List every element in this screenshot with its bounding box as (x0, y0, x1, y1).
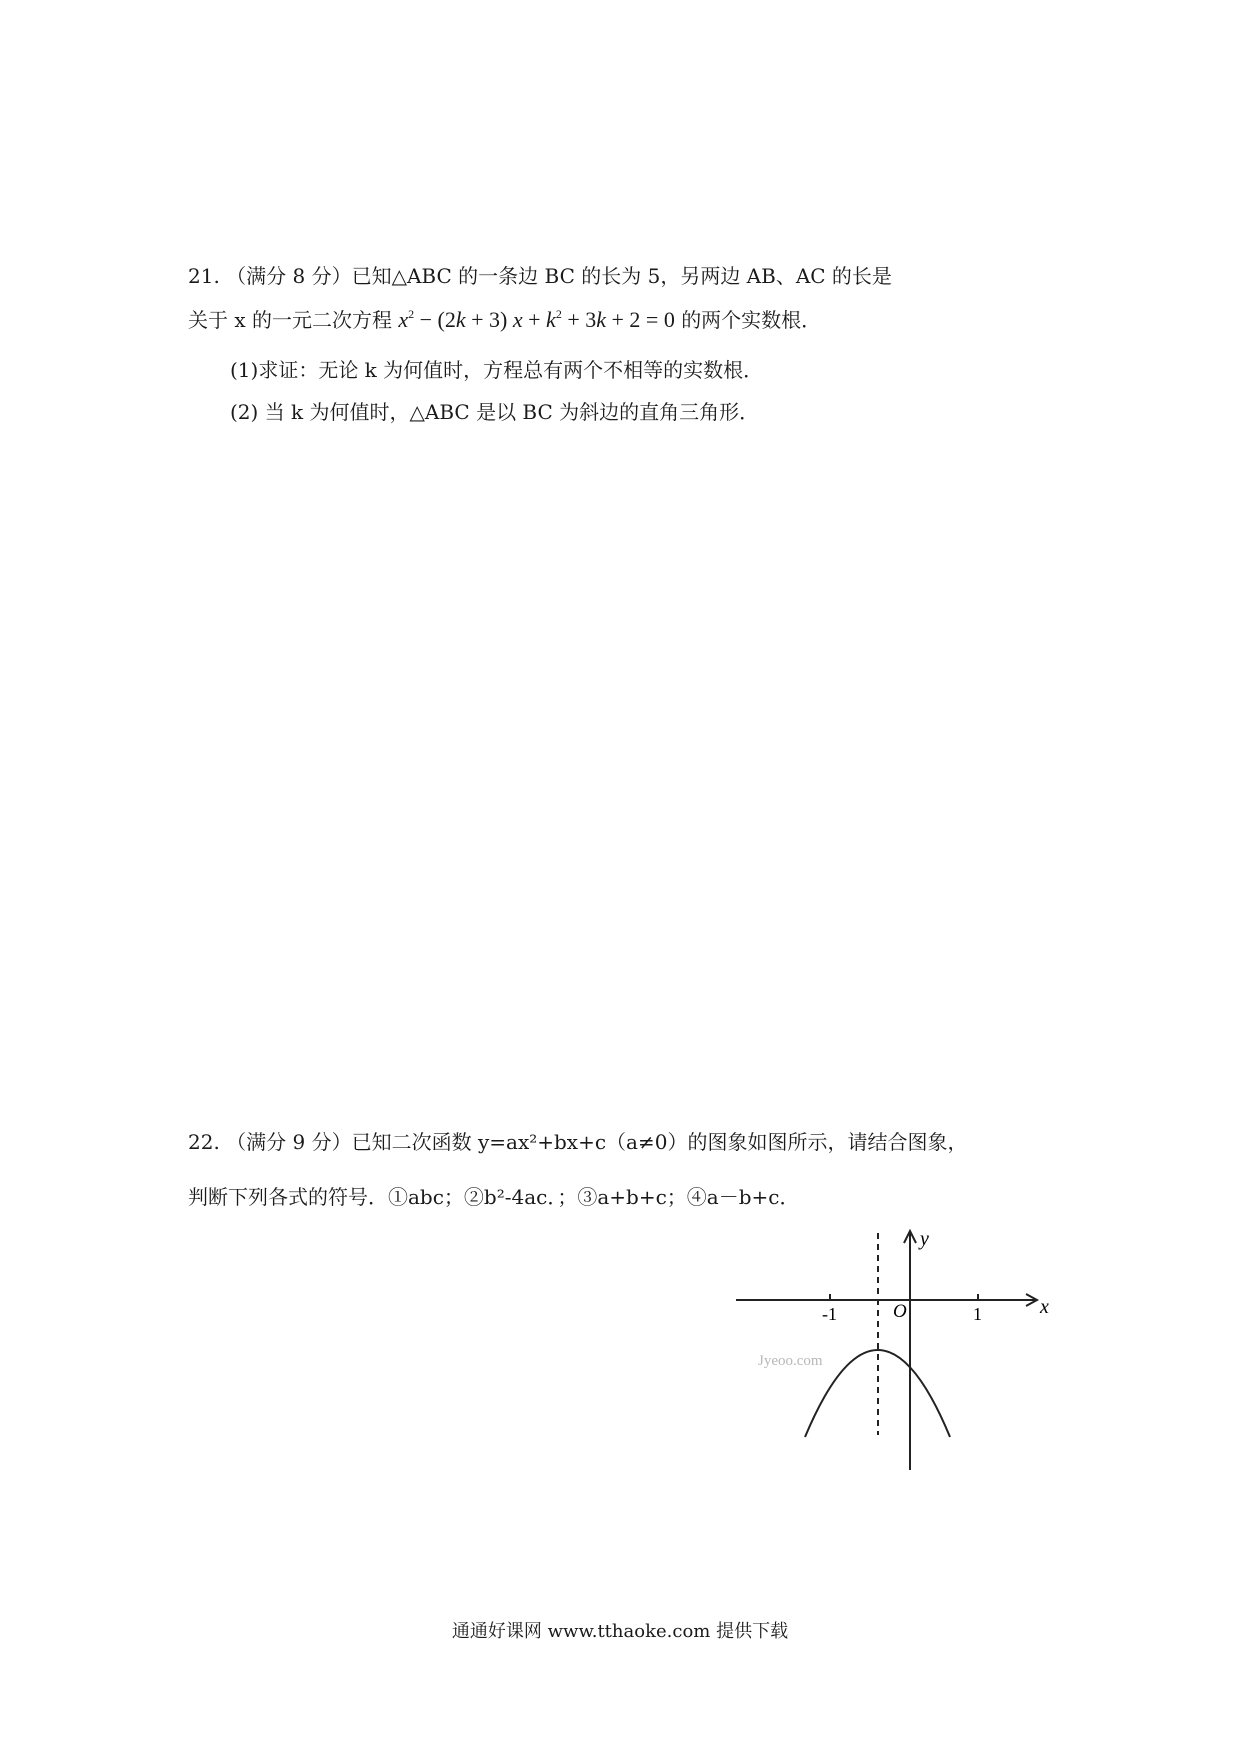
footer: 通通好课网 www.tthaoke.com 提供下载 (451, 1621, 789, 1642)
parabola-graph (730, 1225, 1060, 1475)
q21-line2 (188, 306, 821, 334)
q21-line1: 21. （满分 8 分）已知△ABC 的一条边 BC 的长为 5，另两边 AB、AC 的长是 (188, 264, 892, 288)
q21-line2-suffix: 的两个实数根． (681, 308, 822, 332)
watermark: Jyeoo.com (758, 1353, 823, 1369)
tick-label-1: 1 (973, 1304, 982, 1324)
q21-subquestion-2: (2) 当 k 为何值时，△ABC 是以 BC 为斜边的直角三角形． (230, 400, 760, 424)
q21-subquestion-1: (1)求证：无论 k 为何值时，方程总有两个不相等的实数根． (230, 358, 764, 382)
x-axis-label: x (1040, 1296, 1049, 1318)
y-axis-label: y (920, 1228, 929, 1250)
q22-line2: 判断下列各式的符号．①abc；②b²-4ac．；③a+b+c；④a－b+c． (188, 1185, 800, 1209)
q22-line1: 22. （满分 9 分）已知二次函数 y=ax²+bx+c（a≠0）的图象如图所示，请结合图象， (188, 1130, 968, 1154)
q21-line2-prefix: 关于 x 的一元二次方程 (188, 308, 392, 332)
tick-label-neg1: -1 (822, 1304, 837, 1324)
origin-label: O (893, 1301, 907, 1322)
quadratic-equation: $x^2 - (2k + 3) x + k^2 + 3k + 2 = 0$ (398, 307, 675, 332)
